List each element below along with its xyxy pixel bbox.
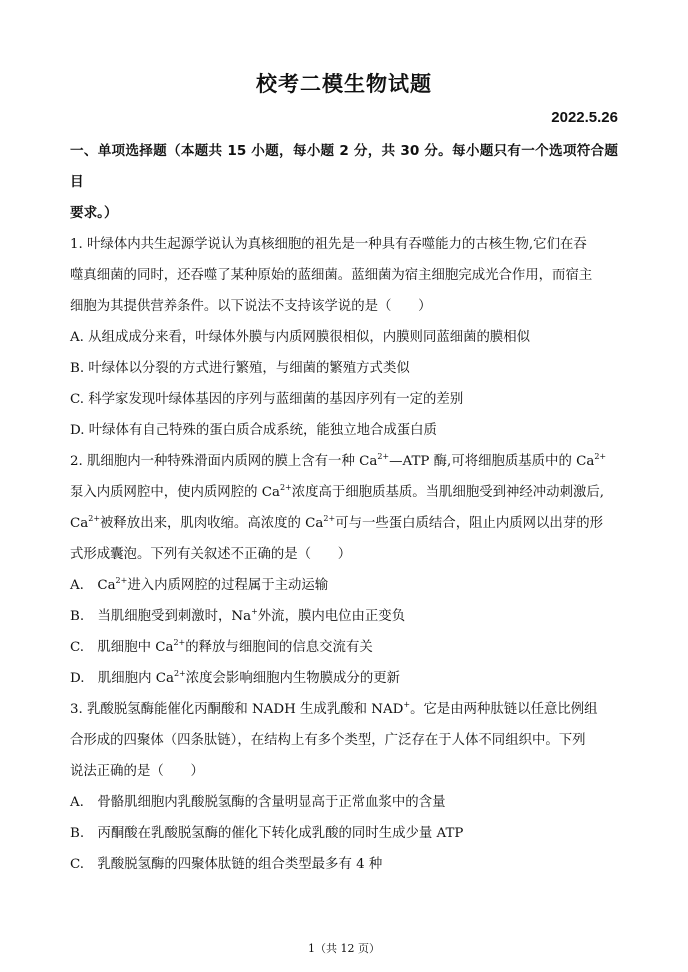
q1-stem-line3: 细胞为其提供营养条件。以下说法不支持该学说的是（ ） (70, 299, 432, 314)
q2-option-b (70, 601, 618, 632)
superscript: 2+ (594, 451, 607, 461)
superscript: 2+ (115, 575, 128, 585)
q3-option-b: B. 丙酮酸在乳酸脱氢酶的催化下转化成乳酸的同时生成少量 ATP (70, 826, 464, 841)
q2-option-text: 外流，膜内电位由正变负 (257, 609, 406, 624)
superscript: 2+ (323, 513, 336, 523)
q2-text: 浓度高于细胞质基质。当肌细胞受到神经冲动刺激后, (291, 485, 605, 500)
q1-stem-line1: 1. 叶绿体内共生起源学说认为真核细胞的祖先是一种具有吞噬能力的古核生物,它们在吞 (70, 237, 587, 252)
superscript: 2+ (88, 513, 101, 523)
page-number: 1（共 12 页） (308, 942, 380, 955)
section-heading-line1: 一、单项选择题（本题共 15 小题，每小题 2 分，共 30 分。每小题只有一个选项符合题目 (70, 143, 618, 190)
q2-option-text: B. 当肌细胞受到刺激时，Na (70, 609, 252, 624)
superscript: 2+ (377, 451, 390, 461)
section-heading-line2: 要求。） (70, 205, 118, 221)
q2-text: 泵入内质网腔中，使内质网腔的 Ca (70, 485, 280, 500)
q2-text: 被释放出来，肌肉收缩。高浓度的 Ca (100, 516, 324, 531)
q2-stem-line3 (70, 508, 618, 539)
q2-option-text: 进入内质网腔的过程属于主动运输 (127, 578, 329, 593)
q2-text: 可与一些蛋白质结合，阻止内质网以出芽的形 (335, 516, 603, 531)
q2-option-text: A. Ca (70, 578, 116, 593)
superscript: 2+ (173, 637, 186, 647)
q1-option-b: B. 叶绿体以分裂的方式进行繁殖，与细菌的繁殖方式类似 (70, 361, 410, 376)
q3-stem-line2: 合形成的四聚体（四条肽链），在结构上有多个类型，广泛存在于人体不同组织中。下列 (70, 733, 586, 748)
q3-option-a: A. 骨骼肌细胞内乳酸脱氢酶的含量明显高于正常血浆中的含量 (70, 795, 446, 810)
q3-stem-line1 (70, 694, 618, 725)
q2-stem-line2 (70, 477, 618, 508)
q3-option-c: C. 乳酸脱氢酶的四聚体肽链的组合类型最多有 4 种 (70, 857, 383, 872)
q2-text: —ATP 酶,可将细胞质基质中的 Ca (389, 454, 595, 469)
q1-stem-line2: 噬真细菌的同时，还吞噬了某种原始的蓝细菌。蓝细菌为宿主细胞完成光合作用，而宿主 (70, 268, 593, 283)
q2-option-text: 的释放与细胞间的信息交流有关 (185, 640, 373, 655)
q1-option-d: D. 叶绿体有自己特殊的蛋白质合成系统，能独立地合成蛋白质 (70, 423, 437, 438)
q2-option-a (70, 570, 618, 601)
q2-option-text: D. 肌细胞内 Ca (70, 671, 174, 686)
q3-text: 。它是由两种肽链以任意比例组 (410, 702, 598, 717)
superscript: + (403, 699, 411, 709)
q3-text: 3. 乳酸脱氢酶能催化丙酮酸和 NADH 生成乳酸和 NAD (70, 702, 404, 717)
q2-option-d (70, 663, 618, 694)
superscript: 2+ (173, 668, 186, 678)
page-title: 校考二模生物试题 (256, 72, 432, 96)
superscript: + (251, 606, 258, 616)
document-body (70, 136, 618, 880)
q3-stem-line3: 说法正确的是（ ） (70, 764, 204, 779)
q2-option-c (70, 632, 618, 663)
q2-text: Ca (70, 516, 89, 531)
q1-option-c: C. 科学家发现叶绿体基因的序列与蓝细菌的基因序列有一定的差别 (70, 392, 464, 407)
q2-option-text: C. 肌细胞中 Ca (70, 640, 174, 655)
q1-option-a: A. 从组成成分来看，叶绿体外膜与内质网膜很相似，内膜则同蓝细菌的膜相似 (70, 330, 531, 345)
q2-stem-line1 (70, 446, 618, 477)
q2-text: 2. 肌细胞内一种特殊滑面内质网的膜上含有一种 Ca (70, 454, 378, 469)
question-3 (70, 694, 618, 880)
exam-date: 2022.5.26 (551, 109, 618, 126)
question-2 (70, 446, 618, 694)
q2-option-text: 浓度会影响细胞内生物膜成分的更新 (185, 671, 401, 686)
question-1 (70, 229, 618, 446)
q2-stem-line4: 式形成囊泡。下列有关叙述不正确的是（ ） (70, 547, 352, 562)
superscript: 2+ (279, 482, 292, 492)
